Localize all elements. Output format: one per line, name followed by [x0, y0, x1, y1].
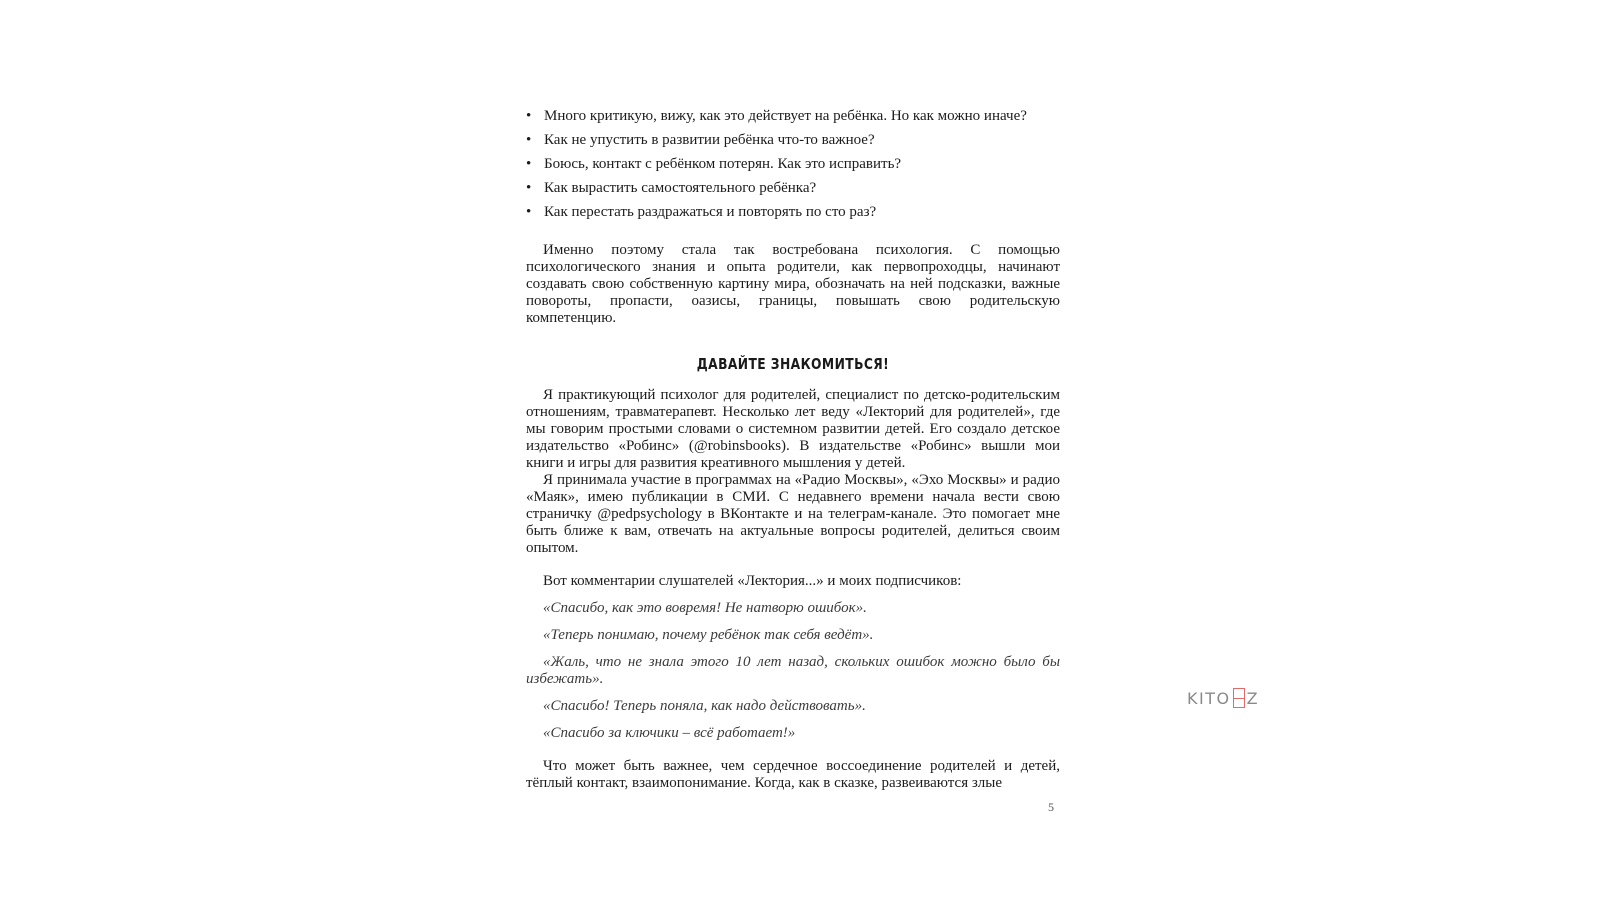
comments-intro: Вот комментарии слушателей «Лектория...» и моих подписчиков:: [543, 573, 962, 589]
book-page: [526, 104, 1060, 792]
reader-quote: «Спасибо за ключики – всё работает!»: [543, 725, 796, 741]
bullet-icon: •: [526, 108, 532, 124]
list-item: • Боюсь, контакт с ребёнком потерян. Как это исправить?: [526, 152, 1060, 176]
about-paragraph: Я практикующий психолог для родителей, специалист по детско-родительским отношениям, травматерапевт. Несколько лет веду «Лекторий для родителей», где мы говорим простыми словами о системном развитии детей. Его создало детское издательство «Робинс» (@robinsbooks). В издательстве «Робинс» вышли мои книги и игры для развития креативного мышления у детей.: [526, 387, 1060, 471]
section-heading: ДАВАЙТЕ ЗНАКОМИТЬСЯ!: [696, 355, 890, 373]
bullet-icon: •: [526, 204, 532, 220]
bullet-icon: •: [526, 132, 532, 148]
media-paragraph: Я принимала участие в программах на «Радио Москвы», «Эхо Москвы» и радио «Маяк», имею публикации в СМИ. С недавнего времени начала вести свою страничку @pedpsychology в ВКонтакте и на телеграм-канале. Это помогает мне быть ближе к вам, отвечать на актуальные вопросы родителей, делиться своим опытом.: [526, 472, 1060, 556]
reader-quote: «Спасибо, как это вовремя! Не натворю ошибок».: [543, 600, 867, 616]
bullet-icon: •: [526, 180, 532, 196]
watermark-box-icon: [1233, 688, 1245, 708]
reader-quote: «Жаль, что не знала этого 10 лет назад, скольких ошибок можно было бы избежать».: [526, 654, 1060, 687]
question-list: [526, 104, 1060, 224]
list-item: • Как перестать раздражаться и повторять по сто раз?: [526, 200, 1060, 224]
list-item: • Как вырастить самостоятельного ребёнка?: [526, 176, 1060, 200]
watermark-logo: [1187, 688, 1259, 708]
watermark-text-right: Z: [1246, 688, 1260, 708]
list-item: • Как не упустить в развитии ребёнка что-то важное?: [526, 128, 1060, 152]
list-item: • Много критикую, вижу, как это действует на ребёнка. Но как можно иначе?: [526, 104, 1060, 128]
intro-paragraph: Именно поэтому стала так востребована психология. С помощью психологического знания и опыта родители, как первопроходцы, начинают создавать свою собственную картину мира, обозначать на ней подсказки, важные повороты, пропасти, оазисы, границы, повышать свою родительскую компетенцию.: [526, 242, 1060, 326]
reader-quote: «Теперь понимаю, почему ребёнок так себя ведёт».: [543, 627, 874, 643]
page-number: 5: [1048, 800, 1054, 814]
reader-quote: «Спасибо! Теперь поняла, как надо действовать».: [543, 698, 866, 714]
watermark-text-left: KITO: [1187, 688, 1231, 708]
closing-paragraph: Что может быть важнее, чем сердечное воссоединение родителей и детей, тёплый контакт, взаимопонимание. Когда, как в сказке, развеиваются злые: [526, 758, 1060, 791]
bullet-icon: •: [526, 156, 532, 172]
